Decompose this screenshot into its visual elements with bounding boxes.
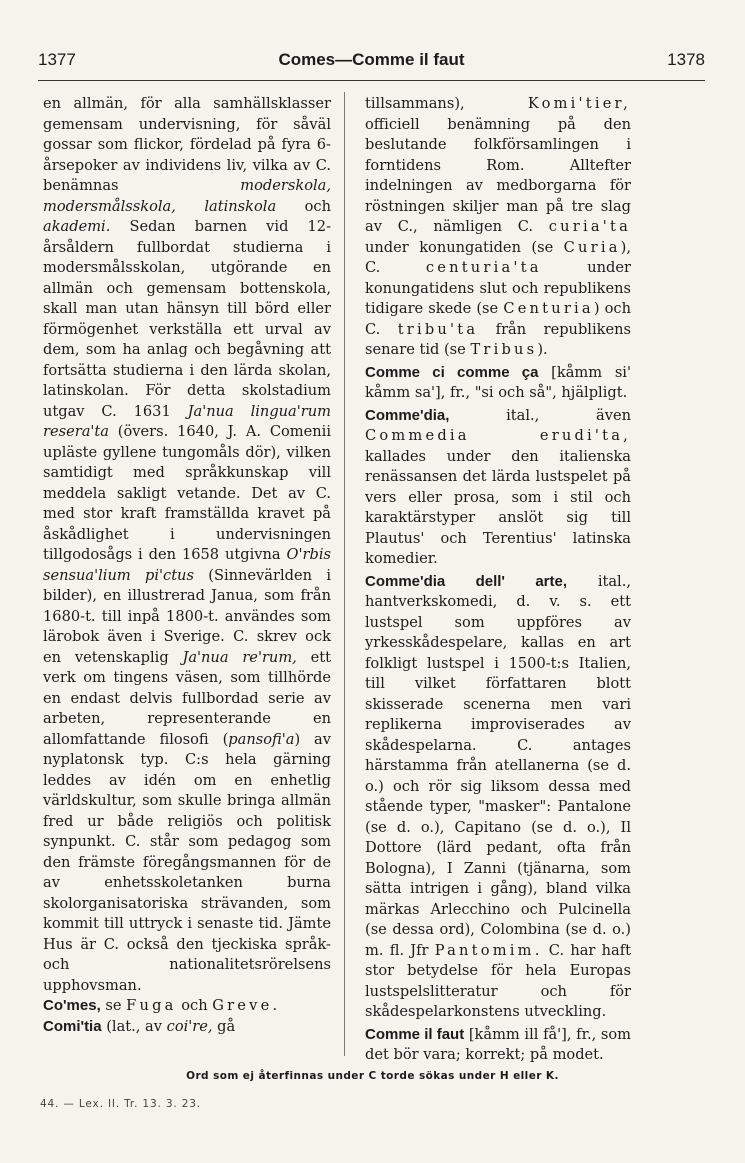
headword-comme-ci: Comme ci comme ça — [365, 363, 539, 381]
entry-comes: Co'mes, se Fuga och Greve. — [43, 997, 281, 1014]
entry-commedia: Comme'dia, ital., även Commedia erudi'ta, kallades under den italienska renässansen det lärda lustspelet på vers eller prosa, som i stil och karaktärstyper anslöt sig till Plautus' och Terentius' latinska komedier. — [365, 406, 631, 567]
comitia-continuation: tillsammans), Komi'tier, officiell benämning på den beslutande folkförsamlingen i forntidens Rom. Alltefter indelningen av medborgarna för röstningen skiljer man på tre slag av C., nämligen C. curia'ta under konungatiden (se Curia), C. centuria'ta under konungatidens slut och republikens tidigare skede (se Centuria) och C. tribu'ta från republikens senare tid (se Tribus). — [365, 95, 631, 358]
page-number-right: 1378 — [667, 50, 705, 69]
entry-comitia: Comi'tia (lat., av coi're, gå — [43, 1017, 236, 1035]
page-number-left: 1377 — [38, 50, 76, 69]
entry-comme-ci-comme-ca: Comme ci comme ça [kåmm si' kåmm sa'], fr., "si och så", hjälpligt. — [365, 363, 631, 401]
headword-commedia-dellarte: Comme'dia dell' arte, — [365, 572, 568, 590]
comenius-continuation: en allmän, för alla samhällsklasser gemensam undervisning, för såväl gossar som flickor, fördelad på fyra 6-årsepoker av individens liv, vilka av C. benämnas moderskola, modersmålsskola, latinskola och akademi. Sedan barnen vid 12-årsåldern fullbordat studierna i modersmålsskolan, utgörande en allmän och gemensam bottenskola, skall man utan hänsyn till börd eller förmögenhet verkställa ett urval av dem, som ha anlag och begåvning att fortsätta studierna i den lärda skolan, latinskolan. För detta skolstadium utgav C. 1631 Ja'nua lingua'rum resera'ta (övers. 1640, J. A. Comenii upläste gyllene tungomåls dör), vilken samtidigt med språkkunskap vill meddela sakligt vetande. Det av C. med stor kraft framställda kravet på åskådlighet i undervisningen tillgodosågs i den 1658 utgivna O'rbis sensua'lium pi'ctus (Sinnevärlden i bilder), en illustrerad Janua, som från 1680-t. till inpå 1800-t. användes som lärobok även i Sverige. C. skrev ock en vetenskaplig Ja'nua re'rum, ett verk om tingens väsen, som tillhörde en endast delvis fullbordad serie av arbeten, representerande en allomfattande filosofi (pansofi'a) av nyplatonsk typ. C:s hela gärning leddes av idén om en enhetlig världskultur, som skulle bringa allmän fred ur både religiös och politisk synpunkt. C. står som pedagog som den främste föregångsmannen för de av enhetsskoletanken burna skolorganisatoriska strävanden, som kommit till uttryck i senaste tid. Jämte Hus är C. också den tjeckiska språk- och nationalitetsrörelsens upphovsman. — [43, 95, 331, 994]
headword-comes: Co'mes, — [43, 997, 101, 1014]
crossref-pantomim: Pantomim. — [434, 941, 543, 959]
header-rule — [38, 80, 705, 81]
entry-commedia-dellarte: Comme'dia dell' arte, ital., hantverkskomedi, d. v. s. ett lustspel som uppföres av yrkesskådespelare, kallas en art folkligt lustspel i 1500-t:s Italien, till vilket författaren blott skisserade scenerna men vari replikerna improviserades av skådespelarna. C. antages härstamma från atellanerna (se d. o.) och rör sig liksom dessa med stående typer, "masker": Pantalone (se d. o.), Capitano (se d. o.), Il Dottore (lärd pedant, ofta från Bologna), I Zanni (tjänarna, som sätta intrigen i gång), bland vilka märkas Arlecchino och Pulcinella (se dessa ord), Colombina (se d. o.) m. fl. Jfr Pantomim. C. har haft stor betydelse för hela Europas lustspelslitteratur och för skådespelarkonstens utveckling. — [365, 572, 631, 1020]
crossref-fuga: Fuga — [126, 997, 177, 1014]
signature-line: 44. — Lex. II. Tr. 13. 3. 23. — [40, 1098, 201, 1110]
column-divider — [344, 92, 345, 1056]
headword-comme-il-faut: Comme il faut — [365, 1025, 465, 1043]
entry-comme-il-faut: Comme il faut [kåmm ill få'], fr., som det bör vara; korrekt; på modet. — [365, 1025, 631, 1063]
footer-note: Ord som ej återfinnas under C torde sökas under H eller K. — [186, 1070, 559, 1082]
headword-commedia: Comme'dia, — [365, 406, 450, 424]
crossref-greve: Greve. — [212, 997, 281, 1014]
left-column — [43, 94, 331, 1037]
running-title: Comes—Comme il faut — [278, 50, 465, 69]
right-column — [365, 94, 631, 1066]
headword-comitia: Comi'tia — [43, 1017, 102, 1035]
running-header — [38, 50, 705, 76]
